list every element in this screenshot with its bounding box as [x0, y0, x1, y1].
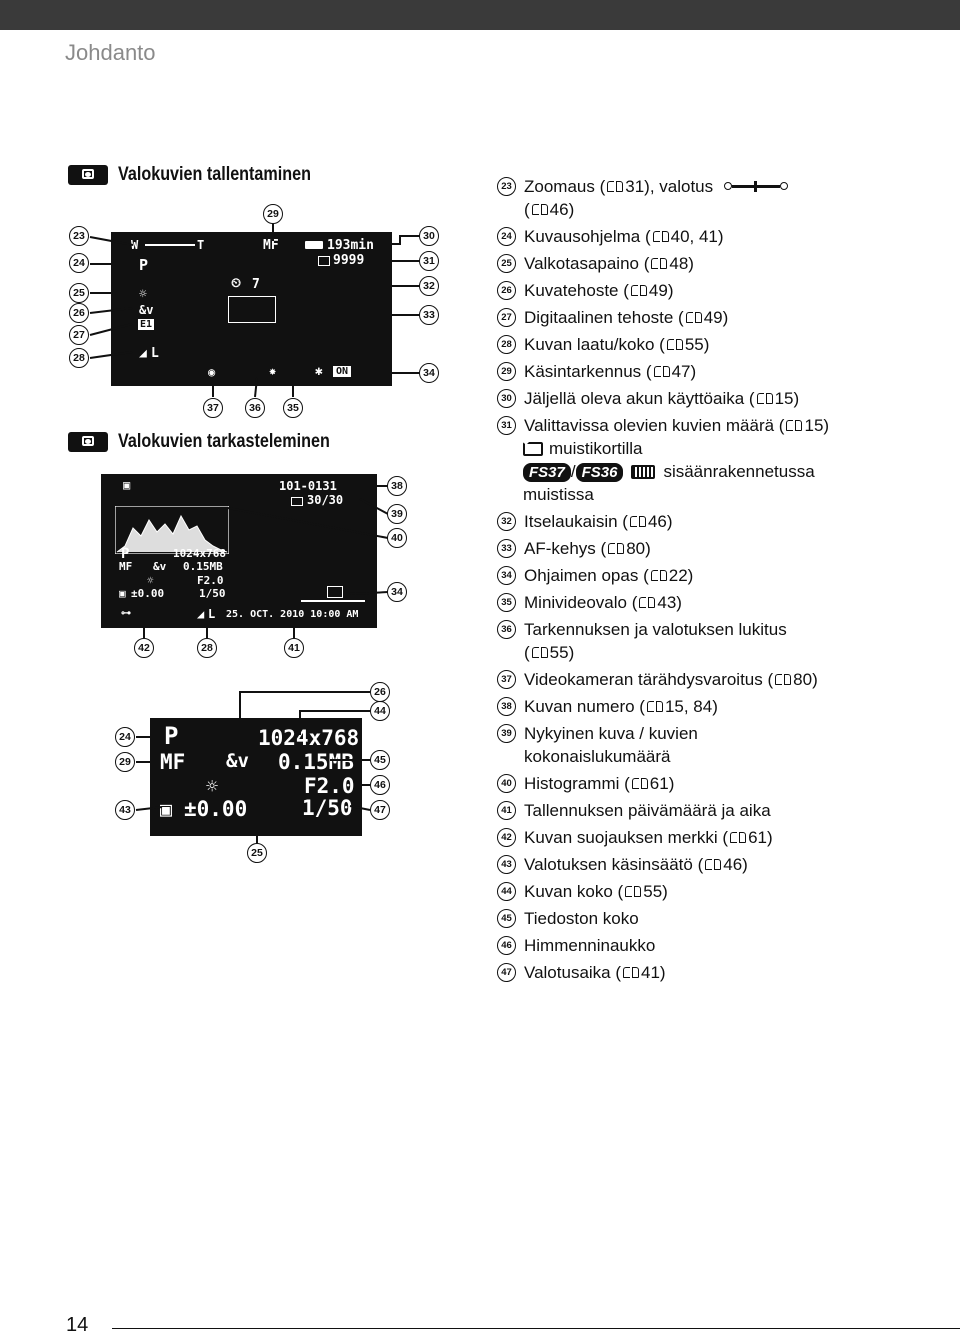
footer-rule [112, 1328, 960, 1329]
legend-item-36: 36 Tarkennuksen ja valotuksen lukitus ( 55) [497, 618, 937, 664]
callout-45: 45 [370, 750, 390, 770]
callout-39: 39 [387, 504, 407, 524]
effect-icon-3: &v [226, 750, 249, 772]
legend-item-26: 26 Kuvatehoste ( 49) [497, 279, 937, 302]
timer-icon: ⏲ [231, 276, 242, 291]
legend-item-47: 47 Valotusaika ( 41) [497, 961, 937, 984]
legend-item-40: 40 Histogrammi ( 61) [497, 772, 937, 795]
guide-icon: ✱ [315, 364, 323, 379]
quality-icon-2: ◢ [197, 607, 205, 621]
legend-item-34: 34 Ohjaimen opas ( 22) [497, 564, 937, 587]
legend-item-30: 30 Jäljellä oleva akun käyttöaika ( 15) [497, 387, 937, 410]
shake-warning-icon: ◉ [208, 365, 216, 379]
legend-item-31: 31 Valittavissa olevien kuvien määrä ( 15) [497, 414, 937, 437]
callout-29b: 29 [115, 752, 135, 772]
record-screen: W T MF 193min 9999 P ⏲ 7 ☼ &v E1 ◢ L ◉ ✸ ✱ ON [111, 232, 392, 386]
legend-item-43: 43 Valotuksen käsinsäätö ( 46) [497, 853, 937, 876]
callout-47: 47 [370, 800, 390, 820]
callout-24: 24 [69, 253, 89, 273]
legend-item-23: 23 Zoomaus ( 31), valotus ( 46) [497, 175, 937, 221]
callout-40: 40 [387, 528, 407, 548]
callout-28b: 28 [197, 638, 217, 658]
legend-list: 23 Zoomaus ( 31), valotus ( 46) 24 Kuvausohjelma ( 40, 41) 25 Valkotasapaino ( 48) 26 Kuvatehoste ( 49) 27 Digitaalinen tehoste ( 49) 28 Kuvan laatu/koko ( 55) 29 Käsintarkennus ( 47) 30 Jäljellä oleva akun käyttöaika ( 15) 31 Valittavissa olevien kuvien määrä ( 15) muistikortilla FS37 / FS36 sisäänrakennetussa muistissa 32 Itselaukaisin ( 46) 33 AF-kehys ( 80) 34 Ohjaimen opas ( 22) 35 Minivideovalo ( 43) 36 Tarkennuksen ja valotuksen lukitus ( 55) 37 Videokameran tärähdysvaroitus ( 80) 38 Kuvan numero ( 15, 84) 39 Nykyinen kuva / kuvien kokonaislukumäärä 40 Histogrammi ( 61) 41 Tallennuksen päivämäärä ja aika 42 Kuvan suojauksen merkki ( 61) 43 Valotuksen käsinsäätö ( 46) 44 Kuvan koko ( 55) 45 Tiedoston koko 46 Himmenninaukko 47 Valotusaika ( 41) [497, 175, 937, 988]
callout-46: 46 [370, 775, 390, 795]
exposure-icon: ▣ [119, 587, 126, 600]
legend-31-card: muistikortilla [497, 437, 937, 460]
exposure-icon-3: ▣ [160, 797, 173, 821]
callout-36: 36 [245, 398, 265, 418]
book-icon [630, 516, 646, 528]
callout-32: 32 [419, 276, 439, 296]
effect-icon: &v [139, 303, 154, 317]
book-icon [532, 647, 548, 659]
callout-38: 38 [387, 476, 407, 496]
legend-item-39: 39 Nykyinen kuva / kuvien kokonaislukumäärä [497, 722, 937, 768]
legend-item-35: 35 Minivideovalo ( 43) [497, 591, 937, 614]
callout-44: 44 [370, 701, 390, 721]
book-icon [786, 420, 802, 432]
callout-23: 23 [69, 226, 89, 246]
book-icon [532, 204, 548, 216]
book-icon [651, 258, 667, 270]
callout-25b: 25 [247, 843, 267, 863]
legend-item-37: 37 Videokameran tärähdysvaroitus ( 80) [497, 668, 937, 691]
exposure-bar-icon [724, 181, 788, 193]
record-heading: Valokuvien tallentaminen [68, 163, 345, 187]
legend-item-29: 29 Käsintarkennus ( 47) [497, 360, 937, 383]
white-balance-icon-3: ☼ [206, 774, 219, 798]
book-icon [625, 886, 641, 898]
book-icon [647, 701, 663, 713]
callout-25: 25 [69, 283, 89, 303]
callout-29: 29 [263, 204, 283, 224]
book-icon [608, 543, 624, 555]
callout-24b: 24 [115, 727, 135, 747]
book-icon [686, 312, 702, 324]
book-icon [631, 285, 647, 297]
legend-item-45: 45 Tiedoston koko [497, 907, 937, 930]
book-icon [705, 859, 721, 871]
legend-item-42: 42 Kuvan suojauksen merkki ( 61) [497, 826, 937, 849]
playback-screen: ▣ 101-0131 30/30 P 1024x768 MF &v 0.15MB ☼ F2.0 ▣ ±0.00 1/50 ⊶ ◢ L 25. OCT. 2010 10:00 AM [101, 474, 377, 628]
callout-42: 42 [134, 638, 154, 658]
book-icon [632, 778, 648, 790]
callout-27: 27 [69, 325, 89, 345]
playback-heading: Valokuvien tarkasteleminen [68, 430, 367, 454]
legend-item-27: 27 Digitaalinen tehoste ( 49) [497, 306, 937, 329]
callout-31: 31 [419, 251, 439, 271]
legend-item-44: 44 Kuvan koko ( 55) [497, 880, 937, 903]
memory-card-icon [523, 442, 543, 456]
legend-31-builtin: FS37 / FS36 sisäänrakennetussa [497, 460, 937, 483]
book-icon [623, 967, 639, 979]
book-icon [653, 231, 669, 243]
legend-item-24: 24 Kuvausohjelma ( 40, 41) [497, 225, 937, 248]
book-icon [757, 393, 773, 405]
quality-icon: ◢ [139, 346, 147, 361]
section-title: Johdanto [65, 40, 156, 65]
callout-41: 41 [284, 638, 304, 658]
book-icon [651, 570, 667, 582]
book-icon [654, 366, 670, 378]
callout-35: 35 [283, 398, 303, 418]
video-light-icon: ✸ [269, 364, 277, 378]
callout-26b: 26 [370, 682, 390, 702]
book-icon [639, 597, 655, 609]
effect-icon-2: &v [153, 560, 167, 573]
callout-28: 28 [69, 348, 89, 368]
book-icon [775, 674, 791, 686]
legend-item-38: 38 Kuvan numero ( 15, 84) [497, 695, 937, 718]
white-balance-icon: ☼ [139, 287, 147, 302]
book-icon [607, 181, 623, 193]
callout-33: 33 [419, 305, 439, 325]
callout-43: 43 [115, 800, 135, 820]
callout-34b: 34 [387, 582, 407, 602]
legend-item-41: 41 Tallennuksen päivämäärä ja aika [497, 799, 937, 822]
legend-item-33: 33 AF-kehys ( 80) [497, 537, 937, 560]
legend-item-32: 32 Itselaukaisin ( 46) [497, 510, 937, 533]
white-balance-icon-2: ☼ [147, 574, 154, 587]
legend-item-46: 46 Himmenninaukko [497, 934, 937, 957]
legend-item-28: 28 Kuvan laatu/koko ( 55) [497, 333, 937, 356]
book-icon [730, 832, 746, 844]
legend-item-25: 25 Valkotasapaino ( 48) [497, 252, 937, 275]
page-number: 14 [66, 1314, 89, 1336]
callout-30: 30 [419, 226, 439, 246]
playback-mode-icon: ▣ [123, 478, 131, 492]
built-in-memory-icon [631, 465, 655, 479]
callout-34: 34 [419, 363, 439, 383]
callout-26: 26 [69, 303, 89, 323]
book-icon [667, 339, 683, 351]
detail-screen: P 1024x768 MF &v 0.15MB ☼ F2.0 ▣ ±0.00 1/50 [150, 718, 362, 836]
protect-icon: ⊶ [121, 608, 131, 619]
callout-37: 37 [203, 398, 223, 418]
